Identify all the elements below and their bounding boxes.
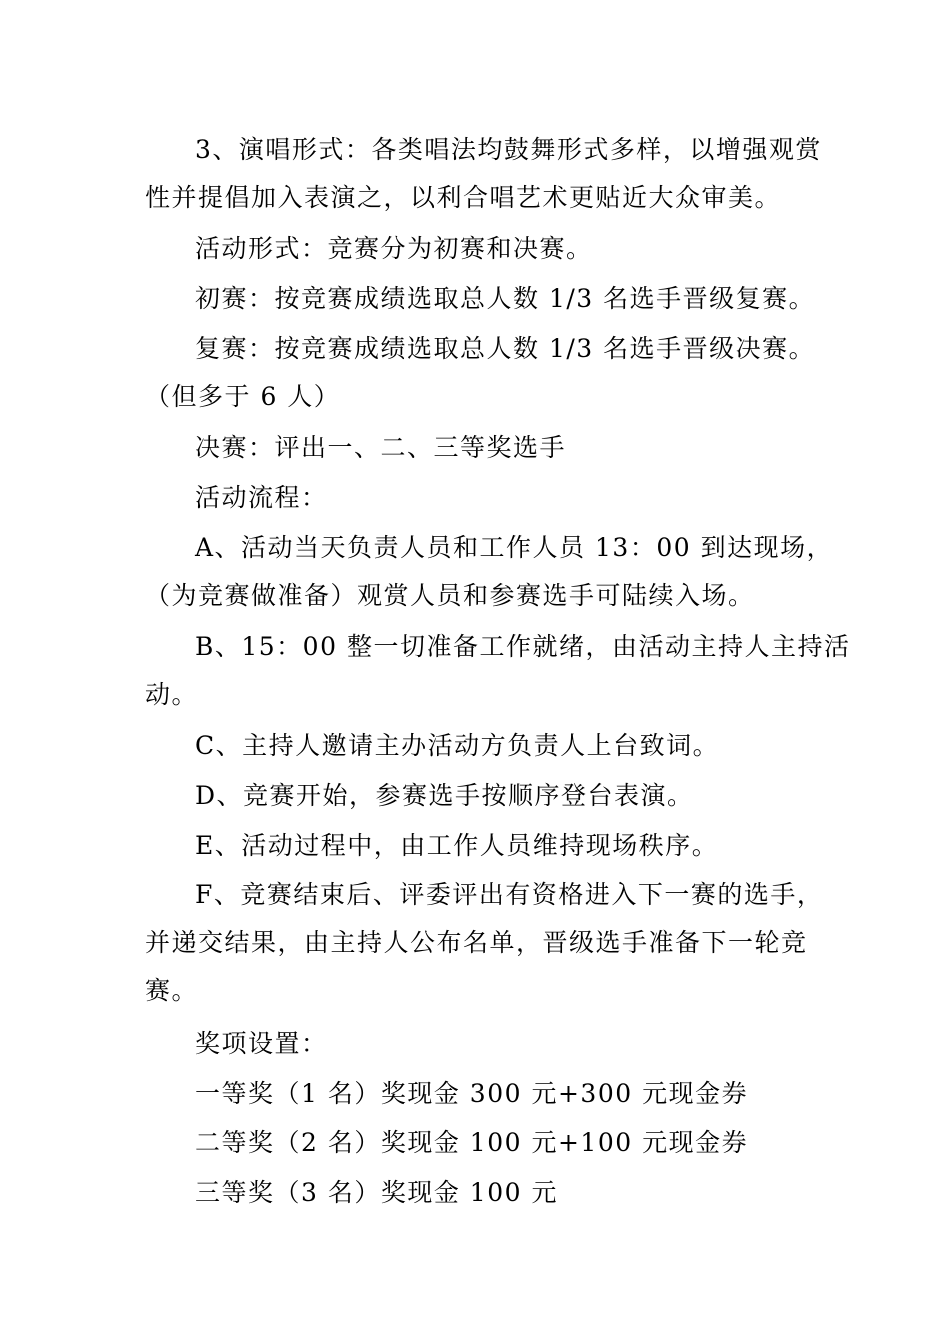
text-line: 3、演唱形式：各类唱法均鼓舞形式多样，以增强观赏 [195, 135, 822, 164]
paragraph-step-a [145, 524, 834, 620]
text-line: E、活动过程中，由工作人员维持现场秩序。 [195, 831, 719, 860]
text-line: B、15：00 整一切准备工作就绪，由活动主持人主持活 [195, 632, 851, 661]
text-line: 决赛：评出一、二、三等奖选手 [195, 433, 567, 462]
text-line: 一等奖（1 名）奖现金 300 元+300 元现金券 [195, 1079, 749, 1108]
text-line: （为竞赛做准备）观赏人员和参赛选手可陆续入场。 [145, 581, 755, 610]
paragraph-final [145, 424, 815, 472]
paragraph-third-prize [145, 1169, 815, 1217]
paragraph-second-prize [145, 1119, 815, 1167]
text-line: 动。 [145, 680, 199, 709]
text-line: F、竞赛结束后、评委评出有资格进入下一赛的选手， [195, 880, 824, 909]
text-line: 活动形式：竞赛分为初赛和决赛。 [195, 234, 593, 263]
paragraph-step-b [145, 623, 851, 719]
paragraph-semifinal [145, 325, 815, 421]
text-line: 并递交结果，由主持人公布名单，晋级选手准备下一轮竞 [145, 928, 808, 957]
paragraph-singing-format [145, 126, 822, 222]
text-line: 奖项设置： [195, 1029, 328, 1058]
text-line: 复赛：按竞赛成绩选取总人数 1/3 名选手晋级决赛。 [195, 334, 816, 363]
text-line: 活动流程： [195, 483, 328, 512]
paragraph-awards-heading [145, 1020, 815, 1068]
text-line: 三等奖（3 名）奖现金 100 元 [195, 1178, 558, 1207]
paragraph-step-c [145, 722, 815, 770]
paragraph-step-e [145, 822, 815, 870]
text-line: D、竞赛开始，参赛选手按顺序登台表演。 [195, 781, 694, 810]
text-line: 赛。 [145, 976, 199, 1005]
text-line: 性并提倡加入表演之，以利合唱艺术更贴近大众审美。 [145, 183, 782, 212]
paragraph-step-d [145, 772, 815, 820]
text-line: （但多于 6 人） [145, 382, 341, 411]
paragraph-preliminary [145, 275, 815, 323]
paragraph-activity-form [145, 225, 815, 273]
text-line: C、主持人邀请主办活动方负责人上台致词。 [195, 731, 720, 760]
paragraph-process-heading [145, 474, 815, 522]
paragraph-step-f [145, 871, 824, 1015]
paragraph-first-prize [145, 1070, 815, 1118]
text-line: A、活动当天负责人员和工作人员 13：00 到达现场， [195, 533, 834, 562]
text-line: 初赛：按竞赛成绩选取总人数 1/3 名选手晋级复赛。 [195, 284, 816, 313]
text-line: 二等奖（2 名）奖现金 100 元+100 元现金券 [195, 1128, 749, 1157]
